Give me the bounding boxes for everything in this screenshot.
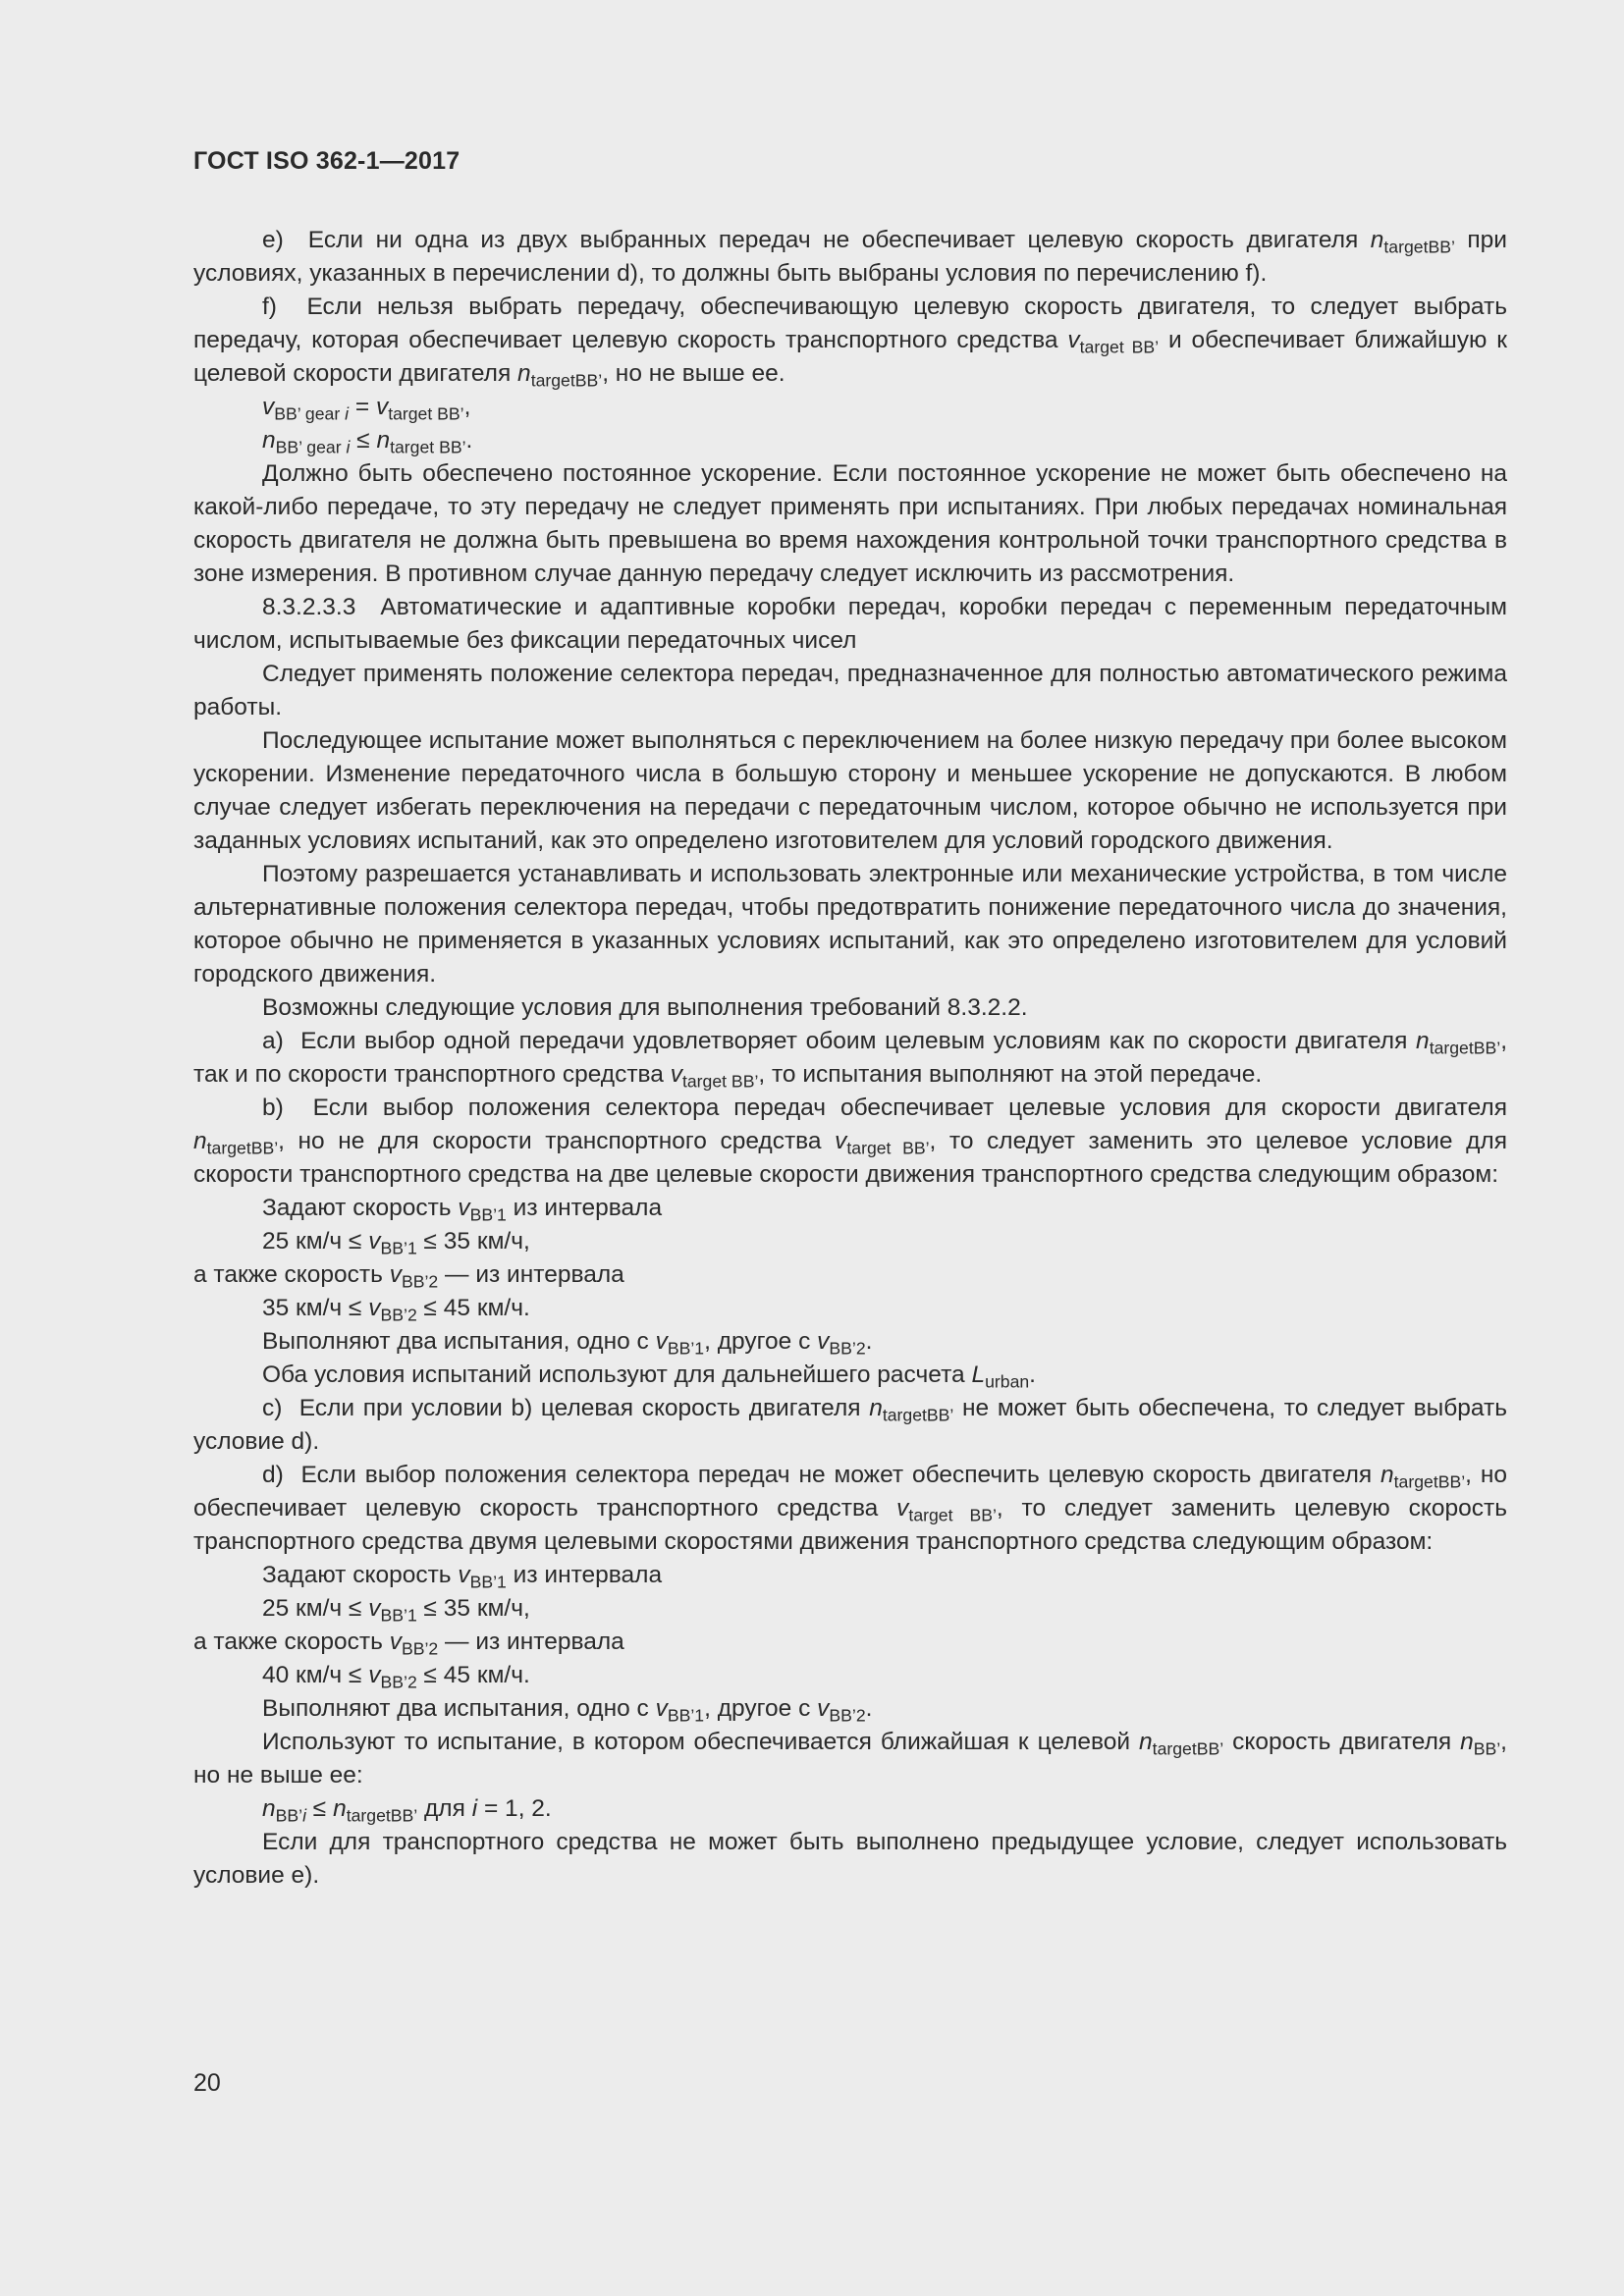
document-body bbox=[193, 224, 1507, 1893]
paragraph: a) Если выбор одной передачи удовлетворяет обоим целевым условиям как по скорости двигателя $n_{targetBB’}$, так и по скорости транспортного средства $v_{target BB’}$, то испытания выполняют на этой передаче. bbox=[193, 1028, 1507, 1092]
document-header: ГОСТ ISO 362-1—2017 bbox=[193, 147, 460, 175]
formula-line: 25 $км/ч \le v_{BB’1} \le 35$ км/ч, bbox=[262, 1595, 530, 1626]
paragraph: Поэтому разрешается устанавливать и использовать электронные или механические устройства, в том числе альтернативные положения селектора передач, чтобы предотвратить понижение передаточного числа до значения, которое обычно не применяется в указанных условиях испытаний, как это определено изготовителем для условий городского движения. bbox=[193, 861, 1507, 988]
paragraph: а также скорость $v_{BB’2}$ — из интервала bbox=[193, 1261, 624, 1292]
formula-line: Выполняют два испытания, одно с $v_{BB’1}$, другое с $v_{BB’2}$. bbox=[262, 1328, 873, 1359]
page-number: 20 bbox=[193, 2069, 221, 2097]
formula-line: Оба условия испытаний используют для дальнейшего расчета $L_{urban}$. bbox=[262, 1362, 1036, 1392]
paragraph: Возможны следующие условия для выполнения требований 8.3.2.2. bbox=[262, 994, 1028, 1021]
formula-line: 25 $км/ч \le v_{BB’1} \le 35$ км/ч, bbox=[262, 1228, 530, 1258]
paragraph: Следует применять положение селектора передач, предназначенное для полностью автоматического режима работы. bbox=[193, 661, 1507, 721]
paragraph: c) Если при условии b) целевая скорость двигателя $n_{targetBB’}$ не может быть обеспечена, то следует выбрать условие d). bbox=[193, 1395, 1507, 1455]
paragraph: f) Если нельзя выбрать передачу, обеспечивающую целевую скорость двигателя, то следует выбрать передачу, которая обеспечивает целевую скорость транспортного средства $v_{target BB’}$ и обеспечивает ближайшую к целевой скорости двигателя $n_{targetBB’}$, но не выше ее. bbox=[193, 294, 1507, 391]
formula-line: $n_{BB’i} \le n_{targetBB’}$ для i = 1, 2. bbox=[262, 1795, 552, 1826]
paragraph: а также скорость $v_{BB’2}$ — из интервала bbox=[193, 1629, 624, 1659]
formula-line: Задают скорость $v_{BB’1}$ из интервала bbox=[262, 1562, 663, 1592]
formula-line: 35 $км/ч \le v_{BB’2} \le 45$ км/ч. bbox=[262, 1295, 530, 1325]
paragraph: 8.3.2.3.3 Автоматические и адаптивные коробки передач, коробки передач с переменным передаточным числом, испытываемые без фиксации передаточных чисел bbox=[193, 594, 1507, 654]
paragraph: b) Если выбор положения селектора передач обеспечивает целевые условия для скорости двигателя $n_{targetBB’}$, но не для скорости транспортного средства $v_{target BB’}$, то следует заменить это целевое условие для скорости транспортного средства на две целевые скорости движения транспортного средства следующим образом: bbox=[193, 1095, 1507, 1188]
paragraph: Должно быть обеспечено постоянное ускорение. Если постоянное ускорение не может быть обеспечено на какой-либо передаче, то эту передачу не следует применять при испытаниях. При любых передачах номинальная скорость двигателя не должна быть превышена во время нахождения контрольной точки транспортного средства в зоне измерения. В противном случае данную передачу следует исключить из рассмотрения. bbox=[193, 460, 1507, 587]
paragraph: e) Если ни одна из двух выбранных передач не обеспечивает целевую скорость двигателя $n_{targetBB’}$ при условиях, указанных в перечислении d), то должны быть выбраны условия по перечислению f). bbox=[193, 227, 1507, 287]
paragraph: Если для транспортного средства не может быть выполнено предыдущее условие, следует использовать условие e). bbox=[193, 1829, 1507, 1889]
formula-line: Задают скорость $v_{BB’1}$ из интервала bbox=[262, 1195, 663, 1225]
formula-line: $v_{BB’ gear i} = v_{target BB’}$, bbox=[262, 394, 471, 424]
paragraph: Используют то испытание, в котором обеспечивается ближайшая к целевой $n_{targetBB’}$ скорость двигателя $n_{BB’}$, но не выше ее: bbox=[193, 1729, 1507, 1789]
formula-line: 40 $км/ч \le v_{BB’2} \le 45$ км/ч. bbox=[262, 1662, 530, 1692]
formula-line: Выполняют два испытания, одно с $v_{BB’1}$, другое с $v_{BB’2}$. bbox=[262, 1695, 873, 1726]
paragraph: Последующее испытание может выполняться с переключением на более низкую передачу при более высоком ускорении. Изменение передаточного числа в большую сторону и меньшее ускорение не допускаются. В любом случае следует избегать переключения на передачи с передаточным числом, которое обычно не используется при заданных условиях испытаний, как это определено изготовителем для условий городского движения. bbox=[193, 727, 1507, 854]
paragraph: d) Если выбор положения селектора передач не может обеспечить целевую скорость двигателя $n_{targetBB’}$, но обеспечивает целевую скорость транспортного средства $v_{target BB’}$, то следует заменить целевую скорость транспортного средства двумя целевыми скоростями движения транспортного средства следующим образом: bbox=[193, 1462, 1507, 1555]
formula-line: $n_{BB’ gear i} \le n_{target BB’}$. bbox=[262, 427, 473, 457]
